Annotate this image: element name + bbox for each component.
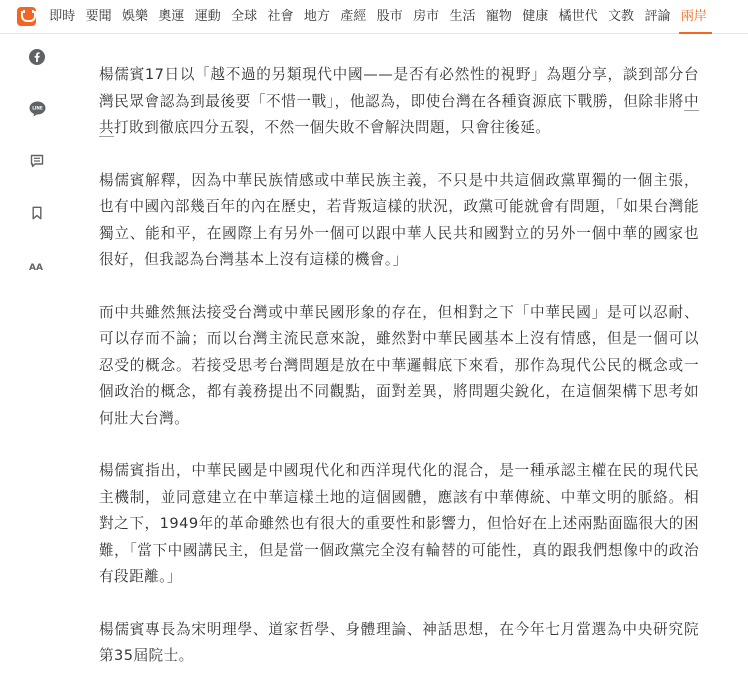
paragraph-1-text-end: 打敗到徹底四分五裂，不然一個失敗不會解決問題，只會往後延。: [114, 119, 551, 136]
facebook-share-button[interactable]: [22, 42, 52, 72]
nav-item-stocks[interactable]: 股市: [376, 8, 403, 24]
line-share-button[interactable]: [22, 94, 52, 124]
nav-item-education[interactable]: 文教: [608, 8, 635, 24]
keyword-link-ccp[interactable]: 中共: [99, 92, 699, 136]
nav-item-entertainment[interactable]: 娛樂: [121, 8, 148, 24]
font-size-icon: [28, 257, 46, 273]
nav-item-society[interactable]: 社會: [267, 8, 294, 24]
line-icon-label: LINE: [31, 105, 43, 111]
nav-item-health[interactable]: 健康: [522, 8, 549, 24]
bookmark-button[interactable]: [22, 198, 52, 228]
article-paragraph-3: 而中共雖然無法接受台灣或中華民國形象的存在，但相對之下「中華民國」是可以忍耐、可以存而不論；而以台灣主流民意來說，雖然對中華民國基本上沒有情感，但是一個可以忍受的概念。若接受思考台灣問題是放在中華邏輯底下來看，那作為現代公民的概念或一個政治的概念，都有義務提出不同觀點，面對差異，將問題尖銳化，在這個架構下思考如何壯大台灣。: [99, 303, 699, 427]
nav-item-opinion[interactable]: 評論: [644, 8, 671, 24]
nav-item-business[interactable]: 產經: [340, 8, 367, 24]
nav-item-olympics[interactable]: 奧運: [158, 8, 185, 24]
nav-item-headlines[interactable]: 要聞: [85, 8, 112, 24]
nav-item-orange-generation[interactable]: 橘世代: [558, 8, 598, 24]
article-paragraph-4: 楊儒賓指出，中華民國是中國現代化和西洋現代化的混合，是一種承認主權在民的現代民主機制，並同意建立在中華這樣土地的這個國體，應該有中華傳統、中華文明的脈絡。相對之下，1949年的革命雖然也有很大的重要性和影響力，但恰好在上述兩點面臨很大的困難，「當下中國講民主，但是當一個政黨完全沒有輪替的可能性，真的跟我們想像中的政治有段距離。」: [99, 462, 699, 585]
nav-item-life[interactable]: 生活: [449, 8, 476, 24]
nav-item-housing[interactable]: 房市: [413, 8, 440, 24]
article-paragraph-1: [99, 62, 699, 142]
article-paragraph-2: 楊儒賓解釋，因為中華民族情感或中華民族主義，不只是中共這個政黨單獨的一個主張，也有中國內部幾百年的內在歷史，若背叛這樣的狀況，政黨可能就會有問題，「如果台灣能獨立、能和平，在國際上有另外一個可以跟中華人民共和國對立的另外一個中華的國家也很好，但我認為台灣基本上沒有這樣的機會。」: [99, 171, 699, 268]
nav-item-cross-strait[interactable]: 兩岸: [676, 0, 712, 34]
font-size-small-letter: AA: [29, 263, 43, 273]
font-size-button[interactable]: [22, 250, 52, 280]
comment-icon: [29, 153, 45, 169]
nav-item-global[interactable]: 全球: [231, 8, 258, 24]
article-paragraph-5: 楊儒賓專長為宋明理學、道家哲學、身體理論、神話思想，在今年七月當選為中央研究院第35屆院士。: [99, 620, 699, 664]
top-navigation-bar: [0, 0, 748, 34]
paragraph-1-text-start: 楊儒賓17日以「越不過的另類現代中國——是否有必然性的視野」為題分享，談到部分台灣民眾會認為到最後要「不惜一戰」，他認為，即使台灣在各種資源底下戰勝，但除非將: [99, 66, 699, 110]
line-icon: [29, 101, 46, 117]
nav-item-instant[interactable]: 即時: [49, 8, 76, 24]
nav-item-pets[interactable]: 寵物: [485, 8, 512, 24]
share-sidebar: [22, 42, 52, 302]
nav-item-local[interactable]: 地方: [303, 8, 330, 24]
udn-logo-icon[interactable]: [17, 7, 36, 26]
nav-item-sports[interactable]: 運動: [194, 8, 221, 24]
article-body: [99, 62, 699, 696]
bookmark-icon: [29, 205, 45, 221]
comment-button[interactable]: [22, 146, 52, 176]
facebook-icon: [29, 49, 45, 65]
